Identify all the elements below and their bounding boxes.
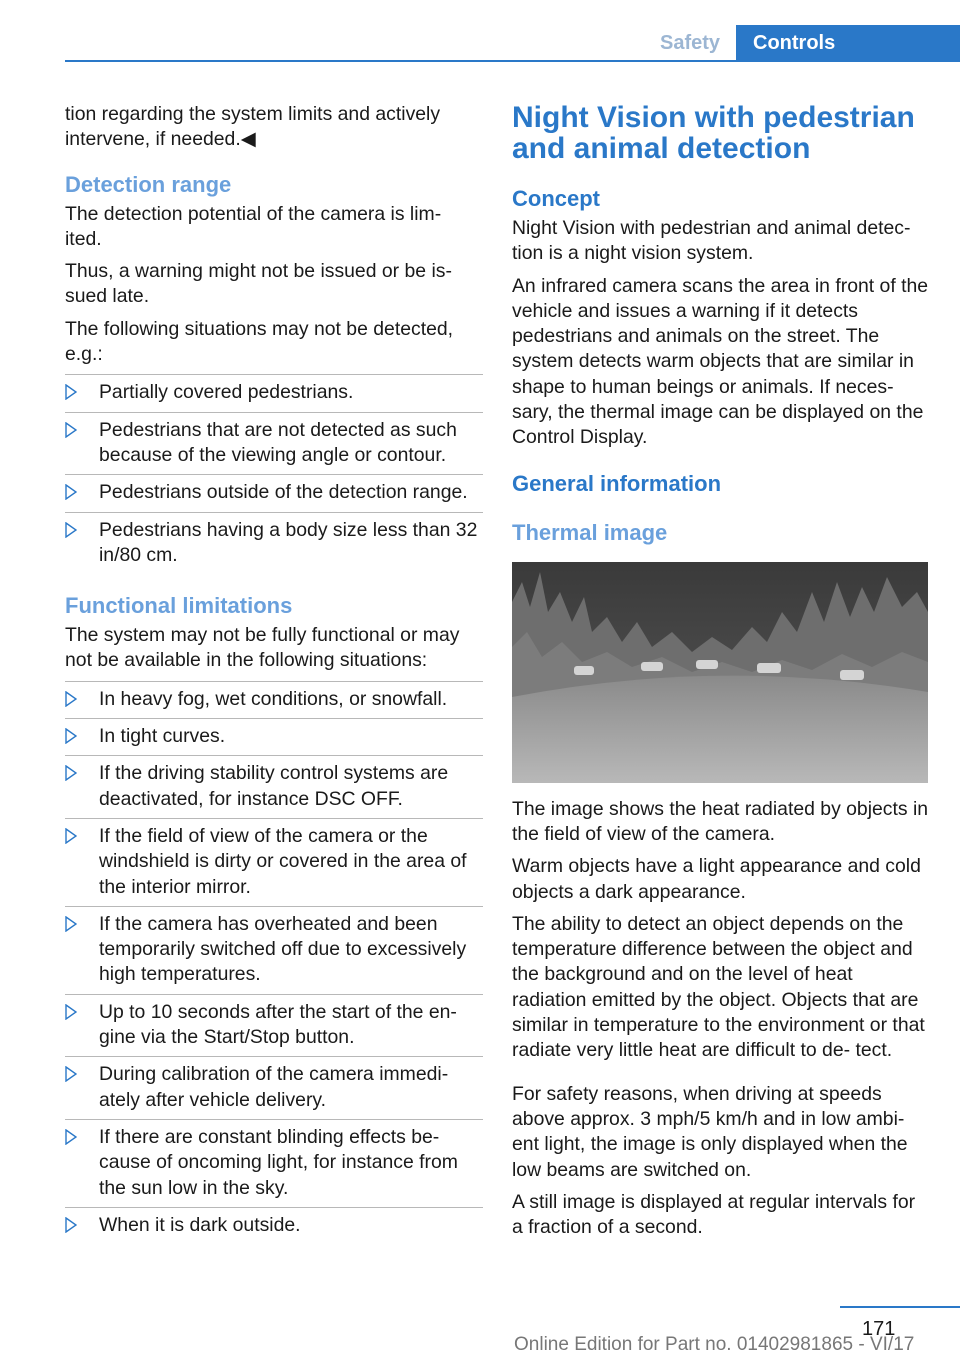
triangle-bullet-icon <box>65 1217 77 1233</box>
triangle-bullet-icon <box>65 691 77 707</box>
page-number-rule <box>840 1306 960 1308</box>
page-number: 171 <box>862 1318 896 1340</box>
list-item-text: If there are constant blinding effects be‐ cause of oncoming light, for instance from the sun low in the sky. <box>99 1125 458 1199</box>
list-item-text: In tight curves. <box>99 725 226 748</box>
list-item-text: Pedestrians that are not detected as such because of the viewing angle or contour. <box>99 418 457 466</box>
list-item <box>65 475 483 512</box>
header-rule <box>65 60 960 62</box>
limitations-list <box>65 681 483 1244</box>
triangle-bullet-icon <box>65 1129 77 1145</box>
page-title: Night Vision with pedestrian and animal detection <box>512 101 915 165</box>
triangle-bullet-icon <box>65 384 77 400</box>
list-item-text: If the field of view of the camera or the windshield is dirty or covered in the area of the interior mirror. <box>99 824 467 898</box>
tab-safety[interactable]: Safety <box>659 32 721 54</box>
list-item-text: Pedestrians outside of the detection range. <box>99 481 468 504</box>
list-item-text: Partially covered pedestrians. <box>99 381 354 404</box>
detection-paragraph-2: Thus, a warning might not be issued or be is‐ sued late. <box>65 260 452 308</box>
detection-paragraph-1: The detection potential of the camera is lim‐ ited. <box>65 202 442 250</box>
triangle-bullet-icon <box>65 484 77 500</box>
list-item-text: During calibration of the camera immedi‐ ately after vehicle delivery. <box>99 1063 449 1111</box>
detection-list <box>65 374 483 574</box>
intro-text: tion regarding the system limits and actively intervene, if needed.◀ <box>65 103 441 151</box>
list-item-text: When it is dark outside. <box>99 1213 301 1236</box>
triangle-bullet-icon <box>65 916 77 932</box>
thermal-paragraph-2: Warm objects have a light appearance and cold objects a dark appearance. <box>512 855 921 903</box>
list-item-text: In heavy fog, wet conditions, or snowfall. <box>99 687 448 710</box>
thermal-image-illustration <box>512 562 928 783</box>
list-item-text: If the driving stability control systems are deactivated, for instance DSC OFF. <box>99 762 449 810</box>
edition-footer: Online Edition for Part no. 01402981865 - VI/17 <box>514 1334 915 1355</box>
thermal-paragraph-1: The image shows the heat radiated by objects in the field of view of the camera. <box>512 797 929 845</box>
list-item <box>65 1120 483 1208</box>
detection-paragraph-3: The following situations may not be detected, e.g.: <box>65 317 454 366</box>
concept-heading: Concept <box>512 186 600 211</box>
list-item <box>65 819 483 907</box>
triangle-bullet-icon <box>65 522 77 538</box>
list-item <box>65 756 483 819</box>
thermal-paragraph-5: A still image is displayed at regular intervals for a fraction of a second. <box>512 1190 916 1239</box>
list-item-text: Up to 10 seconds after the start of the en‐ gine via the Start/Stop button. <box>99 1000 457 1049</box>
triangle-bullet-icon <box>65 1004 77 1020</box>
right-column <box>512 102 930 1247</box>
concept-paragraph-1: Night Vision with pedestrian and animal detec‐ tion is a night vision system. <box>512 217 911 265</box>
list-item <box>65 907 483 995</box>
triangle-bullet-icon <box>65 828 77 844</box>
list-item <box>65 375 483 412</box>
triangle-bullet-icon <box>65 422 77 438</box>
tab-controls[interactable]: Controls <box>736 25 960 62</box>
list-item-text: If the camera has overheated and been temporarily switched off due to excessively high temperatures. <box>99 912 467 986</box>
detection-range-heading: Detection range <box>65 171 232 197</box>
list-item <box>65 413 483 476</box>
list-item <box>65 513 483 575</box>
list-item <box>65 682 483 719</box>
thermal-paragraph-3: The ability to detect an object depends on the temperature difference between the object and the background and on the level of heat radiation emitted by the object. Objects that are similar in temperature to the environment or that radiate very little heat are difficult to de‐ tect. <box>512 912 925 1062</box>
triangle-bullet-icon <box>65 765 77 781</box>
general-information-heading: General information <box>512 470 722 496</box>
left-column <box>65 102 483 1244</box>
list-item <box>65 1208 483 1244</box>
triangle-bullet-icon <box>65 728 77 744</box>
thermal-paragraph-4: For safety reasons, when driving at speeds above approx. 3 mph/5 km/h and in low ambi‐ ent light, the image is only displayed when the low beams are switched on. <box>512 1082 908 1181</box>
list-item <box>65 1057 483 1120</box>
list-item <box>65 995 483 1058</box>
functional-limitations-heading: Functional limitations <box>65 593 293 619</box>
triangle-bullet-icon <box>65 1066 77 1082</box>
limitations-paragraph: The system may not be fully functional or may not be available in the following situations: <box>65 624 460 672</box>
list-item-text: Pedestrians having a body size less than 32 in/80 cm. <box>99 518 478 566</box>
list-item <box>65 719 483 756</box>
concept-paragraph-2: An infrared camera scans the area in front of the vehicle and issues a warning if it detects pedestrians and animals on the street. The system detects warm objects that are similar in shape to human beings or animals. If neces‐ sary, the thermal image can be displayed on the Control Display. <box>512 274 929 449</box>
thermal-image-heading: Thermal image <box>512 519 668 545</box>
